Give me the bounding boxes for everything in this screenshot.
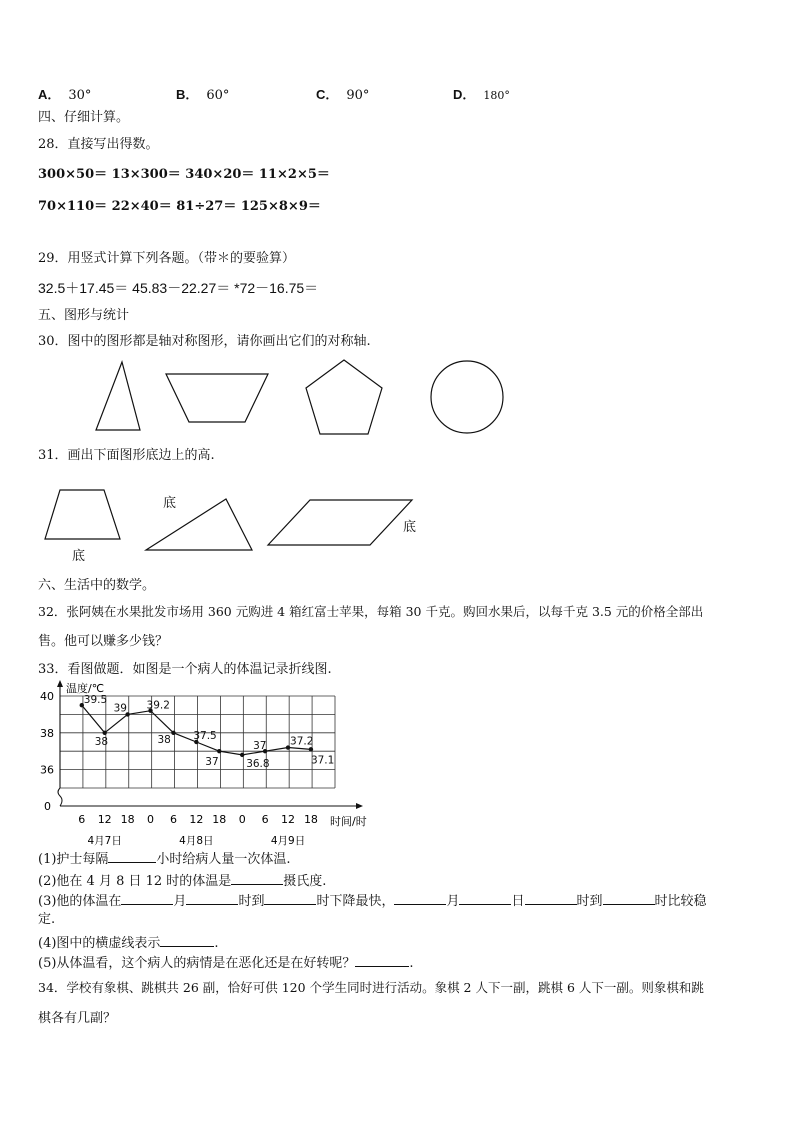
temperature-chart bbox=[30, 678, 390, 848]
option-c: C． 90° bbox=[316, 87, 370, 103]
q29-title: 29．用竖式计算下列各题。（带＊的要验算） bbox=[38, 251, 296, 266]
x-tick-label: 18 bbox=[120, 813, 135, 826]
data-label: 37.1 bbox=[310, 754, 335, 767]
q31-triangle bbox=[146, 499, 252, 550]
x-tick-label: 6 bbox=[169, 813, 177, 826]
data-label: 38 bbox=[157, 733, 171, 746]
data-label: 39.2 bbox=[146, 699, 170, 712]
data-label: 37 bbox=[205, 756, 219, 769]
trapezoid-shape bbox=[166, 374, 268, 422]
q30-title: 30．图中的图形都是轴对称图形，请你画出它们的对称轴. bbox=[38, 334, 371, 349]
q33-sub-3-line-2: 定. bbox=[38, 912, 56, 927]
x-tick-label: 12 bbox=[281, 813, 296, 826]
option-b: B． 60° bbox=[176, 87, 230, 103]
date-label: 4月7日 bbox=[87, 835, 122, 847]
y-tick-label: 0 bbox=[44, 800, 51, 813]
q29-expressions: 32.5＋17.45＝ 45.83－22.27＝ *72－16.75＝ bbox=[38, 280, 319, 296]
triangle-shape bbox=[96, 362, 140, 430]
y-tick-label: 38 bbox=[40, 726, 54, 740]
q32-line-1: 32．张阿姨在水果批发市场用 360 元购进 4 箱红富士苹果，每箱 30 千克。购回水果后，以每千克 3.5 元的价格全部出 bbox=[38, 604, 704, 619]
x-tick-label: 0 bbox=[238, 813, 246, 826]
data-point bbox=[102, 731, 106, 735]
data-label: 38 bbox=[94, 735, 109, 748]
x-tick-label: 0 bbox=[147, 813, 155, 826]
data-label: 37 bbox=[253, 740, 267, 753]
chart-marks bbox=[80, 694, 335, 770]
x-axis-label: 时间/时 bbox=[330, 815, 367, 828]
base-label-trapezoid: 底 bbox=[72, 549, 86, 564]
y-tick-label: 40 bbox=[40, 690, 54, 703]
date-label: 4月9日 bbox=[270, 835, 306, 847]
q33-sub-2: (2)他在 4 月 8 日 12 时的体温是 摄氏度. bbox=[38, 871, 326, 890]
q33-sub-1: (1)护士每隔 小时给病人量一次体温. bbox=[38, 849, 291, 868]
q34-line-1: 34．学校有象棋、跳棋共 26 副，恰好可供 120 个学生同时进行活动。象棋 2 人下一副，跳棋 6 人下一副。则象棋和跳 bbox=[38, 980, 704, 995]
section-6-heading: 六、生活中的数学。 bbox=[38, 578, 156, 593]
q32-line-2: 售。他可以赚多少钱？ bbox=[38, 634, 169, 649]
q31-title: 31．画出下面图形底边上的高. bbox=[38, 448, 215, 463]
date-label: 4月8日 bbox=[179, 835, 214, 847]
q31-parallelogram bbox=[268, 500, 412, 545]
y-axis-label: 温度/℃ bbox=[66, 682, 105, 695]
data-label: 37.5 bbox=[193, 730, 217, 742]
x-axis-arrow bbox=[356, 803, 363, 809]
q33-sub-5: (5)从体温看，这个病人的病情是在恶化还是在好转呢？ . bbox=[38, 953, 414, 972]
pentagon-shape bbox=[306, 360, 382, 434]
data-point bbox=[309, 747, 313, 751]
data-point bbox=[240, 753, 244, 757]
x-tick-label: 18 bbox=[303, 813, 318, 826]
q28-row-1: 300×50＝ 13×300＝ 340×20＝ 11×2×5＝ bbox=[38, 167, 330, 182]
data-label: 39 bbox=[113, 702, 127, 715]
q33-sub-3: (3)他的体温在 月 时到 时下降最快， 月 日 时到 时比较稳 bbox=[38, 891, 707, 910]
x-tick-label: 18 bbox=[212, 813, 227, 826]
q28-title: 28．直接写出得数。 bbox=[38, 137, 159, 152]
x-tick-label: 12 bbox=[189, 813, 204, 826]
q33-title: 33．看图做题．如图是一个病人的体温记录折线图. bbox=[38, 662, 332, 677]
x-tick-label: 6 bbox=[78, 813, 86, 826]
x-tick-label: 12 bbox=[97, 813, 112, 826]
axis-break bbox=[58, 788, 62, 806]
q28-row-2: 70×110＝ 22×40＝ 81÷27＝ 125×8×9＝ bbox=[38, 199, 321, 214]
data-point bbox=[171, 731, 175, 735]
q31-trapezoid bbox=[45, 490, 120, 539]
base-label-triangle: 底 bbox=[163, 496, 177, 511]
x-tick-label: 6 bbox=[261, 813, 269, 826]
q33-sub-4: (4)图中的横虚线表示 . bbox=[38, 933, 219, 952]
base-label-parallelogram: 底 bbox=[403, 520, 417, 535]
q34-line-2: 棋各有几副？ bbox=[38, 1011, 117, 1026]
data-label: 36.8 bbox=[246, 757, 270, 770]
option-a: A． 30° bbox=[38, 87, 92, 103]
data-label: 39.5 bbox=[83, 694, 108, 707]
option-d: D． 180° bbox=[453, 87, 510, 102]
section-4-heading: 四、仔细计算。 bbox=[38, 110, 130, 125]
y-axis-arrow bbox=[57, 680, 63, 687]
section-5-heading: 五、图形与统计 bbox=[38, 308, 130, 323]
data-point bbox=[217, 749, 221, 753]
circle-shape bbox=[431, 361, 503, 433]
y-tick-label: 36 bbox=[40, 763, 54, 777]
data-label: 37.2 bbox=[290, 735, 314, 748]
